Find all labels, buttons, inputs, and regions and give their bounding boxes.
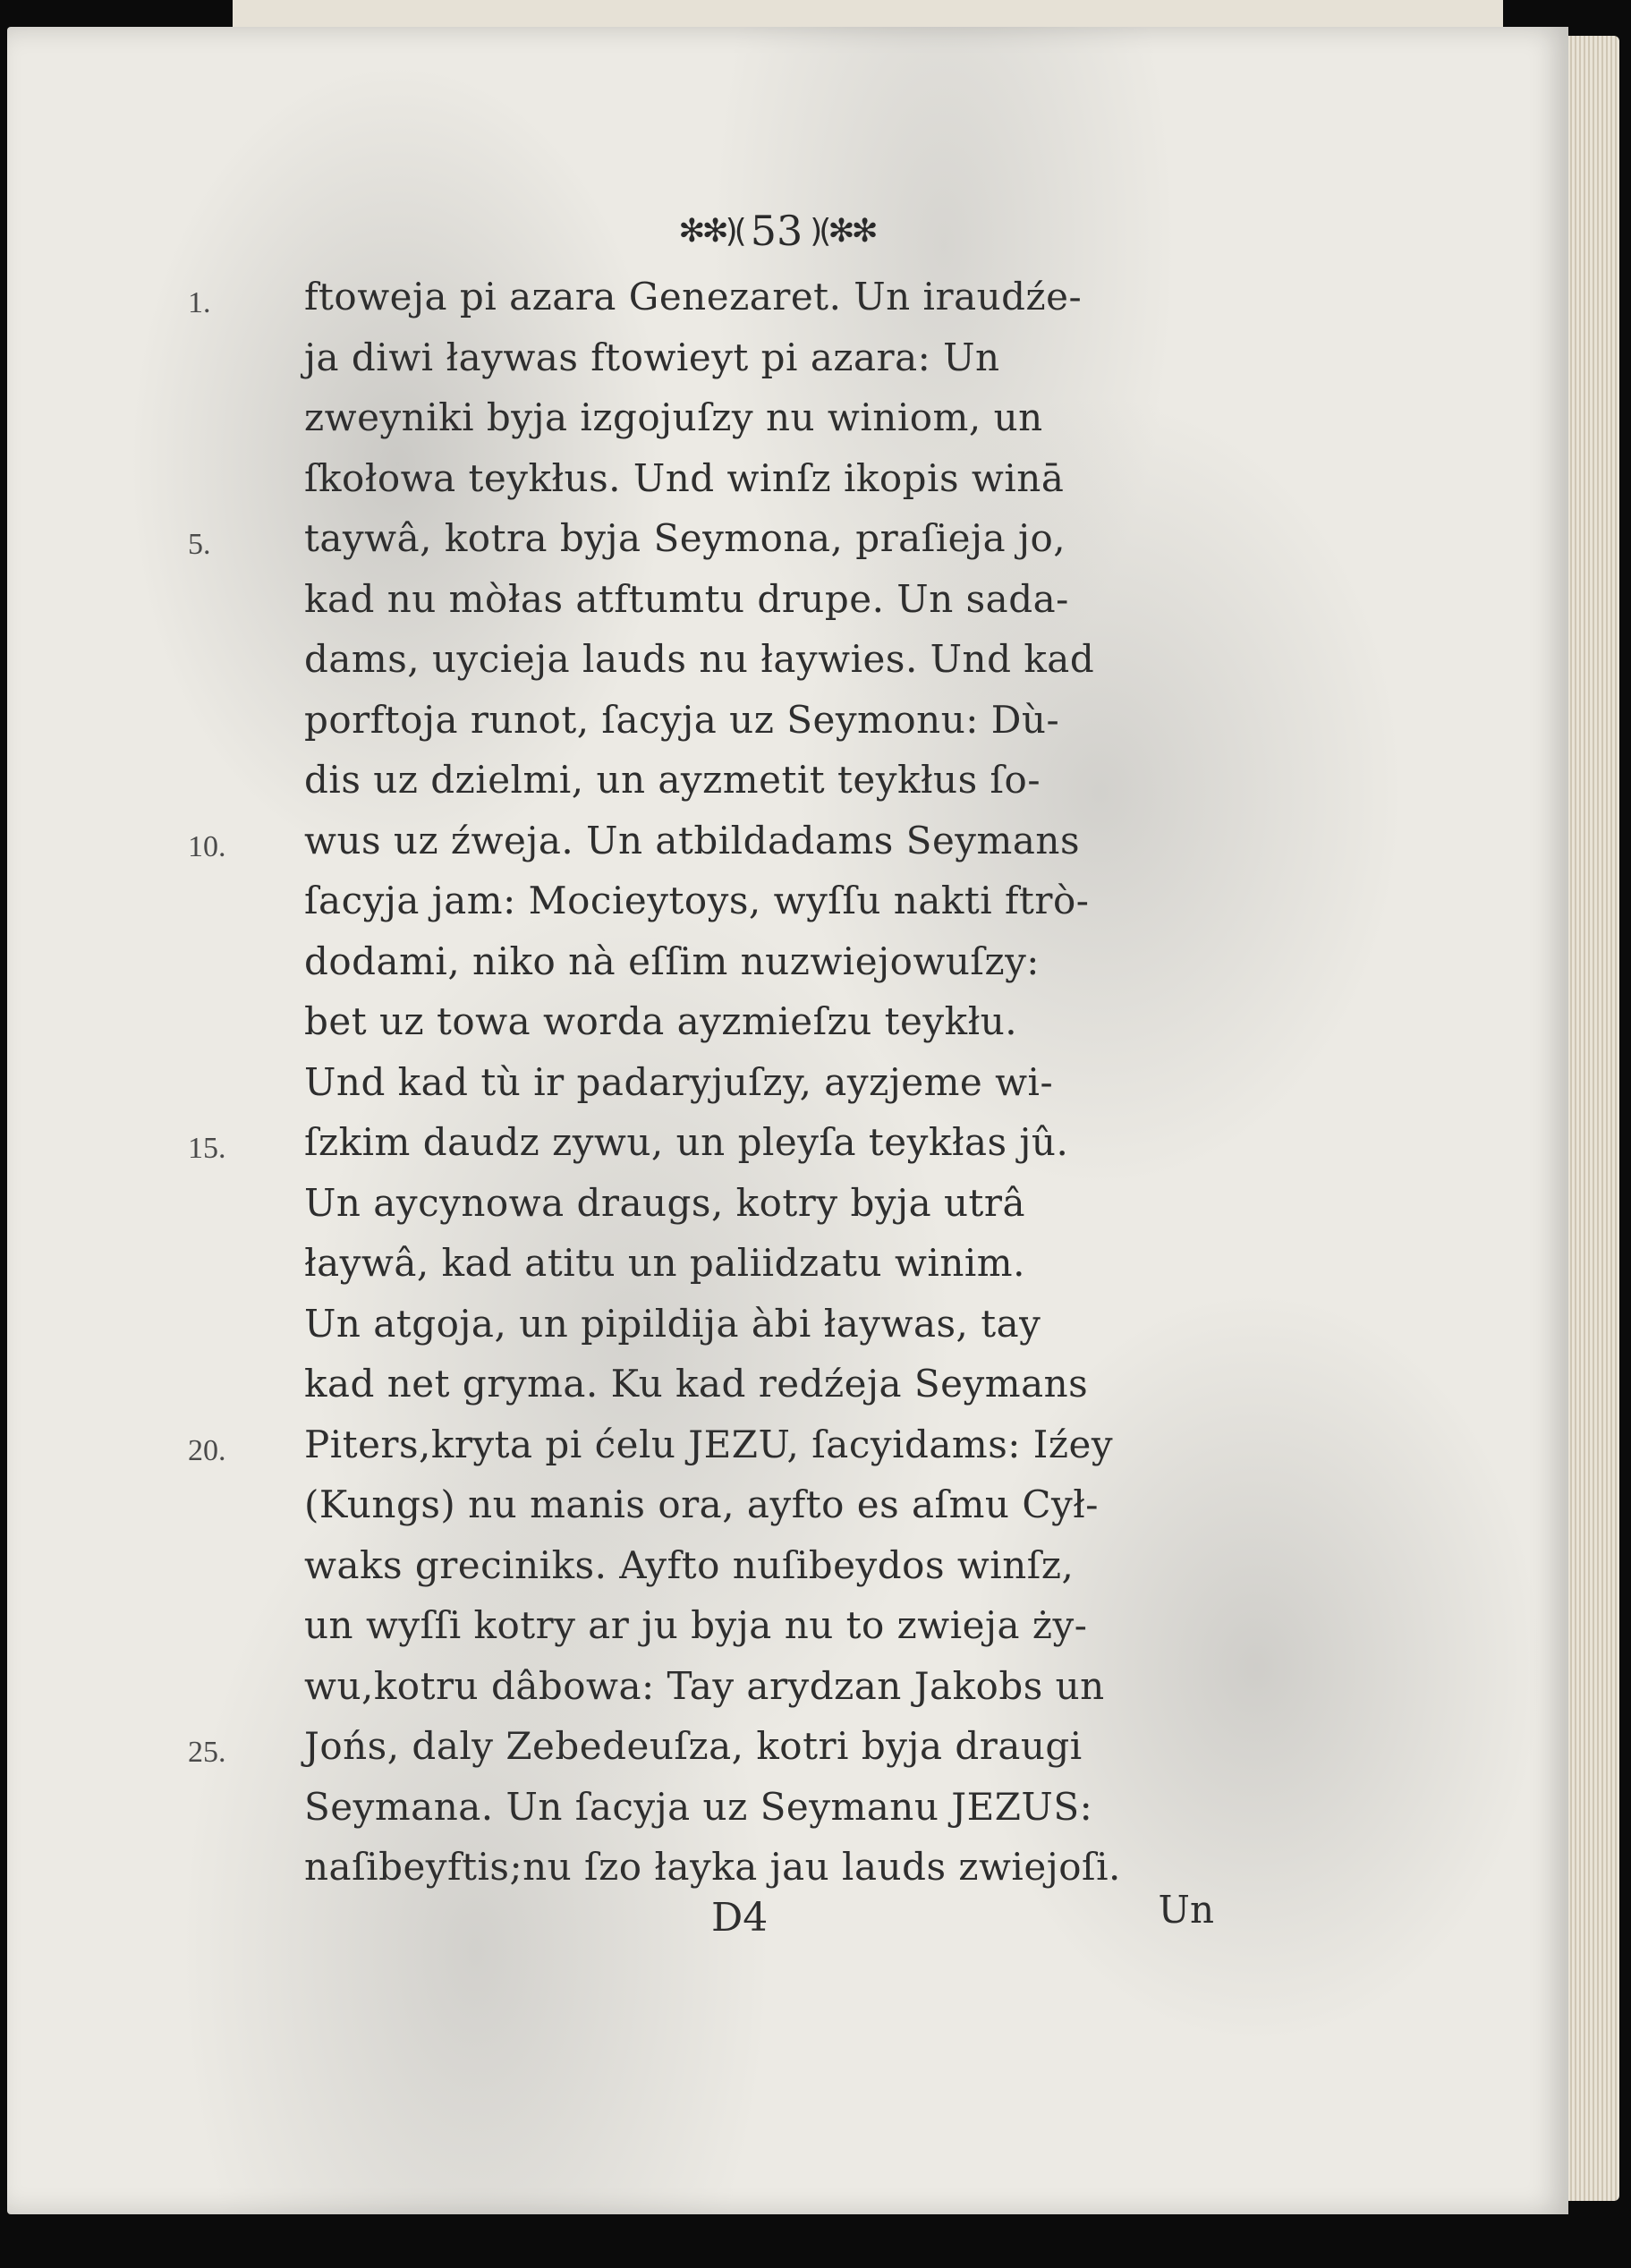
line-number: 15. (188, 1132, 226, 1165)
line-number: 25. (188, 1736, 226, 1769)
text-line: Jońs, daly Zebedeuſza, kotri byja draugi (304, 1724, 1083, 1769)
text-line: ftoweja pi azara Genezaret. Un iraudźe- (304, 275, 1083, 319)
text-line: dodami, niko nà eſſim nuzwiejowuſzy: (304, 939, 1040, 983)
text-line: naſibeyftis;nu ſzo łayka jau lauds zwiejoſi. (304, 1845, 1121, 1890)
text-line: Un aycynowa draugs, kotry byja utrâ (304, 1180, 1026, 1225)
page-header (624, 204, 929, 258)
page-number: 53 (750, 207, 803, 255)
text-line: łaywâ, kad atitu un paliidzatu winim. (304, 1241, 1025, 1286)
text-line: dis uz dzielmi, un ayzmetit teykłus ſo- (304, 758, 1041, 803)
text-line: Piters,kryta pi ćelu JEZU, ſacyidams: Iźey (304, 1422, 1114, 1466)
text-line: bet uz towa worda ayzmieſzu teykłu. (304, 999, 1018, 1044)
text-line: ſzkim daudz zywu, un pleyſa teykłas jû. (304, 1120, 1069, 1165)
text-line: zweyniki byja izgojuſzy nu winiom, un (304, 395, 1043, 440)
text-line: un wyſſi kotry ar ju byja nu to zwieja ży- (304, 1603, 1088, 1648)
body-text (304, 267, 1239, 1898)
line-number: 5. (188, 528, 211, 561)
page-footer (304, 1888, 1239, 1958)
text-line: ſacyja jam: Mocieytoys, wyſſu nakti ftrò- (304, 879, 1090, 923)
text-line: ſkołowa teykłus. Und winſz ikopis winā (304, 455, 1065, 500)
text-line: wus uz źweja. Un atbildadams Seymans (304, 818, 1081, 862)
text-line: porftoja runot, ſacyja uz Seymonu: Dù- (304, 697, 1060, 742)
line-number-column (188, 268, 259, 1789)
text-line: ja diwi łaywas ftowieyt pi azara: Un (304, 335, 1000, 379)
ornament-right: )(✻✻ (810, 212, 875, 250)
text-line: waks greciniks. Ayfto nuſibeydos winſz, (304, 1542, 1075, 1587)
text-line: Und kad tù ir padaryjuſzy, ayzjeme wi- (304, 1059, 1054, 1104)
text-line: Seymana. Un ſacyja uz Seymanu JEZUS: (304, 1784, 1093, 1829)
text-line: taywâ, kotra byja Seymona, praſieja jo, (304, 516, 1066, 561)
signature-mark: D4 (711, 1895, 769, 1941)
line-number: 1. (188, 286, 211, 319)
line-number: 10. (188, 830, 226, 863)
text-line: kad net gryma. Ku kad redźeja Seymans (304, 1362, 1089, 1406)
catchword: Un (1158, 1888, 1214, 1932)
ornament-left: ✻✻)( (678, 212, 743, 250)
text-line: Un atgoja, un pipildija àbi łaywas, tay (304, 1301, 1041, 1346)
previous-page-edge (233, 0, 1503, 30)
text-line: dams, uycieja lauds nu łaywies. Und kad (304, 637, 1095, 682)
line-number: 20. (188, 1434, 226, 1467)
text-line: kad nu mòłas atftumtu drupe. Un sada- (304, 576, 1069, 621)
text-line: (Kungs) nu manis ora, ayfto es aſmu Cył- (304, 1482, 1099, 1527)
text-line: wu,kotru dâbowa: Tay arydzan Jakobs un (304, 1663, 1105, 1708)
